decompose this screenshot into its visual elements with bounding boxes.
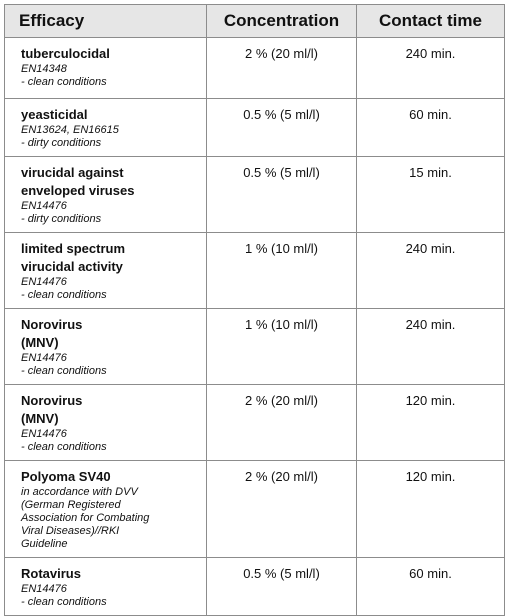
efficacy-detail-line: - dirty conditions <box>21 137 102 149</box>
efficacy-name: virucidal activity <box>21 259 123 274</box>
contact-time-cell: 120 min. <box>357 385 505 461</box>
efficacy-detail-line: EN14476 <box>21 428 67 440</box>
efficacy-detail <box>21 276 200 302</box>
table-row <box>5 38 505 99</box>
efficacy-detail-line: - clean conditions <box>21 76 107 88</box>
concentration-cell: 1 % (10 ml/l) <box>207 309 357 385</box>
efficacy-detail-line: - clean conditions <box>21 441 107 453</box>
table-row <box>5 99 505 157</box>
header-efficacy: Efficacy <box>5 5 207 38</box>
concentration-cell: 2 % (20 ml/l) <box>207 385 357 461</box>
concentration-cell: 2 % (20 ml/l) <box>207 38 357 99</box>
header-contact-time: Contact time <box>357 5 505 38</box>
efficacy-detail <box>21 63 200 89</box>
table-row <box>5 157 505 233</box>
concentration-cell: 0.5 % (5 ml/l) <box>207 157 357 233</box>
efficacy-detail-line: - clean conditions <box>21 365 107 377</box>
contact-time-cell: 60 min. <box>357 558 505 616</box>
efficacy-detail <box>21 200 200 226</box>
efficacy-name: Norovirus <box>21 393 83 408</box>
header-concentration: Concentration <box>207 5 357 38</box>
contact-time-cell: 240 min. <box>357 309 505 385</box>
efficacy-name: virucidal against <box>21 165 124 180</box>
efficacy-name: yeasticidal <box>21 107 88 122</box>
efficacy-cell <box>5 309 207 385</box>
efficacy-detail-line: EN14476 <box>21 352 67 364</box>
contact-time-cell: 15 min. <box>357 157 505 233</box>
efficacy-detail-line: - dirty conditions <box>21 213 102 225</box>
efficacy-detail-line: - clean conditions <box>21 596 107 608</box>
efficacy-name: (MNV) <box>21 411 59 426</box>
contact-time-cell: 120 min. <box>357 461 505 558</box>
efficacy-detail-line: EN14476 <box>21 276 67 288</box>
efficacy-cell <box>5 558 207 616</box>
concentration-cell: 0.5 % (5 ml/l) <box>207 99 357 157</box>
efficacy-cell <box>5 38 207 99</box>
efficacy-name: Polyoma SV40 <box>21 469 111 484</box>
efficacy-detail-line: EN14476 <box>21 200 67 212</box>
table-body <box>5 38 505 616</box>
efficacy-detail-line: - clean conditions <box>21 289 107 301</box>
table-row <box>5 461 505 558</box>
efficacy-detail-line: EN14348 <box>21 63 67 75</box>
contact-time-cell: 60 min. <box>357 99 505 157</box>
efficacy-name: limited spectrum <box>21 241 126 256</box>
efficacy-cell <box>5 233 207 309</box>
concentration-cell: 1 % (10 ml/l) <box>207 233 357 309</box>
efficacy-detail-line: Guideline <box>21 538 68 550</box>
efficacy-name: Norovirus <box>21 317 83 332</box>
efficacy-detail-line: EN13624, EN16615 <box>21 124 119 136</box>
efficacy-detail <box>21 486 200 551</box>
efficacy-detail <box>21 352 200 378</box>
efficacy-detail-line: in accordance with DVV <box>21 486 138 498</box>
efficacy-detail <box>21 428 200 454</box>
table-row <box>5 385 505 461</box>
table-row <box>5 309 505 385</box>
efficacy-detail <box>21 583 200 609</box>
efficacy-table <box>4 4 505 616</box>
efficacy-detail-line: Association for Combating <box>21 512 150 524</box>
table-row <box>5 558 505 616</box>
table-row <box>5 233 505 309</box>
efficacy-cell <box>5 385 207 461</box>
efficacy-detail-line: EN14476 <box>21 583 67 595</box>
efficacy-name: enveloped viruses <box>21 183 135 198</box>
efficacy-name: tuberculocidal <box>21 46 110 61</box>
efficacy-name: (MNV) <box>21 335 59 350</box>
concentration-cell: 0.5 % (5 ml/l) <box>207 558 357 616</box>
contact-time-cell: 240 min. <box>357 38 505 99</box>
efficacy-cell <box>5 461 207 558</box>
efficacy-detail-line: (German Registered <box>21 499 121 511</box>
efficacy-detail <box>21 124 200 150</box>
contact-time-cell: 240 min. <box>357 233 505 309</box>
efficacy-detail-line: Viral Diseases)//RKI <box>21 525 120 537</box>
concentration-cell: 2 % (20 ml/l) <box>207 461 357 558</box>
header-row <box>5 5 505 38</box>
efficacy-name: Rotavirus <box>21 566 81 581</box>
table-header <box>5 5 505 38</box>
efficacy-cell <box>5 157 207 233</box>
efficacy-cell <box>5 99 207 157</box>
